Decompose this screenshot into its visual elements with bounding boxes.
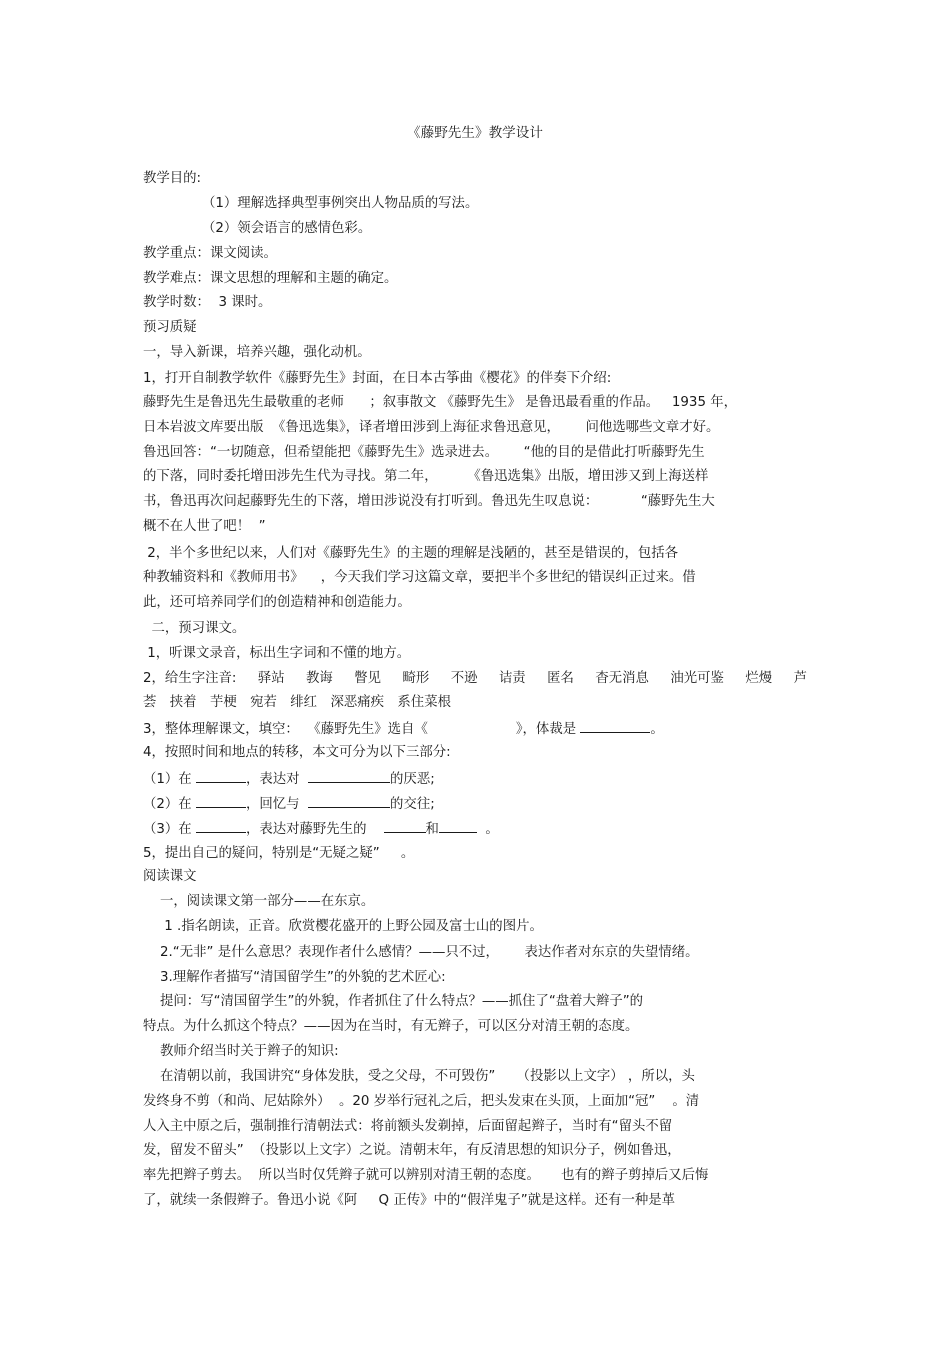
fill-blank[interactable]	[308, 769, 390, 783]
part-text: 的交往;	[390, 797, 435, 812]
paragraph-line: 日本岩波文库要出版 《鲁迅选集》，译者增田涉到上海征求鲁迅意见， 问他选哪些文章才好。	[143, 420, 720, 435]
vocab-word: 杳无消息	[595, 671, 649, 686]
preview-task-2-label: 2，给生字注音:	[143, 671, 237, 686]
task-3-text: 3，整体理解课文，填空： 《藤野先生》选自《	[143, 722, 428, 737]
teaching-hours: 教学时数： 3 课时。	[143, 295, 272, 310]
part-text: 和	[425, 822, 439, 837]
preview-task-3	[143, 719, 664, 739]
fill-blank[interactable]	[384, 819, 426, 833]
preview-task-1: 1，听课文录音，标出生字词和不懂的地方。	[143, 646, 411, 661]
vocab-word: 驿站	[257, 671, 285, 686]
reading-line: 率先把辫子剪去。 所以当时仅凭辫子就可以辨别对清王朝的态度。 也有的辫子剪掉后又后悔	[143, 1168, 709, 1183]
document-title: 《藤野先生》教学设计	[407, 125, 543, 141]
vocab-word: 匿名	[547, 671, 574, 686]
vocab-word: 烂熳	[745, 671, 773, 686]
paragraph-line: 2，半个多世纪以来，人们对《藤野先生》的主题的理解是浅陋的，甚至是错误的，包括各	[143, 546, 679, 561]
part-text: （3）在	[143, 822, 192, 837]
reading-line: 2.“无非” 是什么意思？表现作者什么感情？——只不过， 表达作者对东京的失望情绪。	[143, 945, 699, 960]
paragraph-line: 鲁迅回答：“一切随意，但希望能把《藤野先生》选录进去。 “他的目的是借此打听藤野先生	[143, 445, 705, 460]
vocab-word: 瞥见	[354, 671, 382, 686]
reading-line: 1 .指名朗读，正音。欣赏樱花盛开的上野公园及富士山的图片。	[143, 919, 543, 934]
phonetic-words-row-2	[143, 694, 451, 712]
vocab-word: 不逊	[450, 671, 478, 686]
part-text: （2）在	[143, 797, 192, 812]
task-3-text: 》，体裁是	[515, 722, 577, 737]
reading-line: 在清朝以前，我国讲究“身体发肤，受之父母，不可毁伤” （投影以上文字） ，所以，头	[143, 1069, 695, 1084]
part-1-fill	[143, 769, 435, 789]
reading-line: 了，就续一条假辫子。鲁迅小说《阿 Q 正传》中的“假洋鬼子”就是这样。还有一种是革	[143, 1193, 676, 1208]
reading-line: 人入主中原之后，强制推行清朝法式：将前额头发剃掉，后面留起辫子，当时有“留头不留	[143, 1119, 673, 1134]
part-2-fill	[143, 794, 435, 814]
vocab-word: 教诲	[306, 671, 333, 686]
vocab-word: 深恶痛疾	[330, 695, 385, 710]
reading-section-1: 一，阅读课文第一部分——在东京。	[143, 894, 375, 909]
vocab-word: 挟着	[169, 695, 197, 710]
preview-section-1: 一，导入新课，培养兴趣，强化动机。	[143, 345, 371, 360]
goal-1: （1）理解选择典型事例突出人物品质的写法。	[202, 196, 479, 211]
part-text: 的厌恶;	[390, 772, 435, 787]
fill-blank[interactable]	[580, 719, 650, 733]
part-text: ，表达对藤野先生的	[245, 822, 367, 837]
part-3-fill	[143, 819, 499, 839]
part-text: ，表达对	[245, 772, 300, 787]
vocab-word: 诘责	[498, 671, 526, 686]
reading-line: 特点。为什么抓这个特点？——因为在当时，有无辫子，可以区分对清王朝的态度。	[143, 1019, 639, 1034]
paragraph-line: 的下落，同时委托增田涉先生代为寻找。第二年， 《鲁迅选集》出版，增田涉又到上海送样	[143, 469, 709, 484]
vocab-word: 芋梗	[209, 695, 237, 710]
vocab-word: 绯红	[290, 695, 318, 710]
task-3-text: 。	[650, 722, 664, 737]
fill-blank[interactable]	[196, 819, 246, 833]
preview-heading: 预习质疑	[143, 320, 197, 335]
goal-2: （2）领会语言的感情色彩。	[202, 221, 372, 236]
fill-blank[interactable]	[308, 794, 390, 808]
reading-line: 教师介绍当时关于辫子的知识:	[143, 1044, 339, 1059]
fill-blank[interactable]	[196, 794, 246, 808]
paragraph-line: 概不在人世了吧！ ”	[143, 519, 266, 534]
reading-line: 发，留发不留头” （投影以上文字）之说。清朝末年，有反清思想的知识分子，例如鲁迅，	[143, 1143, 681, 1158]
vocab-word: 荟	[143, 695, 157, 710]
part-text: 。	[485, 822, 499, 837]
reading-line: 3.理解作者描写“清国留学生”的外貌的艺术匠心:	[143, 970, 446, 985]
paragraph-line: 藤野先生是鲁迅先生最敬重的老师 ；叙事散文 《藤野先生》 是鲁迅最看重的作品。 1935 年，	[143, 395, 737, 410]
fill-blank[interactable]	[196, 769, 246, 783]
vocab-word: 芦	[793, 671, 807, 686]
part-text: ，回忆与	[245, 797, 300, 812]
goals-label: 教学目的:	[143, 171, 202, 186]
phonetic-words-row-1	[143, 670, 807, 688]
paragraph-line: 此，还可培养同学们的创造精神和创造能力。	[143, 595, 411, 610]
paragraph-line: 书，鲁迅再次问起藤野先生的下落，增田涉说没有打听到。鲁迅先生叹息说： “藤野先生大	[143, 494, 715, 509]
paragraph-line: 1，打开自制教学软件《藤野先生》封面，在日本古筝曲《樱花》的伴奏下介绍:	[143, 371, 612, 386]
vocab-word: 油光可鉴	[670, 671, 724, 686]
part-text: （1）在	[143, 772, 192, 787]
preview-task-5: 5，提出自己的疑问，特别是“无疑之疑” 。	[143, 846, 415, 861]
reading-heading: 阅读课文	[143, 869, 197, 884]
preview-task-4: 4，按照时间和地点的转移，本文可分为以下三部分:	[143, 745, 451, 760]
teaching-focus: 教学重点：课文阅读。	[143, 246, 277, 261]
reading-line: 提问：写“清国留学生”的外貌，作者抓住了什么特点？——抓住了“盘着大辫子”的	[143, 994, 644, 1009]
vocab-word: 系住菜根	[397, 695, 451, 710]
vocab-word: 宛若	[250, 695, 277, 710]
teaching-difficulty: 教学难点：课文思想的理解和主题的确定。	[143, 271, 398, 286]
fill-blank[interactable]	[439, 819, 477, 833]
vocab-word: 畸形	[402, 671, 430, 686]
preview-section-2: 二，预习课文。	[143, 621, 246, 636]
reading-line: 发终身不剪（和尚、尼姑除外） 。20 岁举行冠礼之后，把头发束在头顶，上面加“冠” 。清	[143, 1094, 700, 1109]
paragraph-line: 种教辅资料和《教师用书》 ，今天我们学习这篇文章，要把半个多世纪的错误纠正过来。借	[143, 570, 696, 585]
